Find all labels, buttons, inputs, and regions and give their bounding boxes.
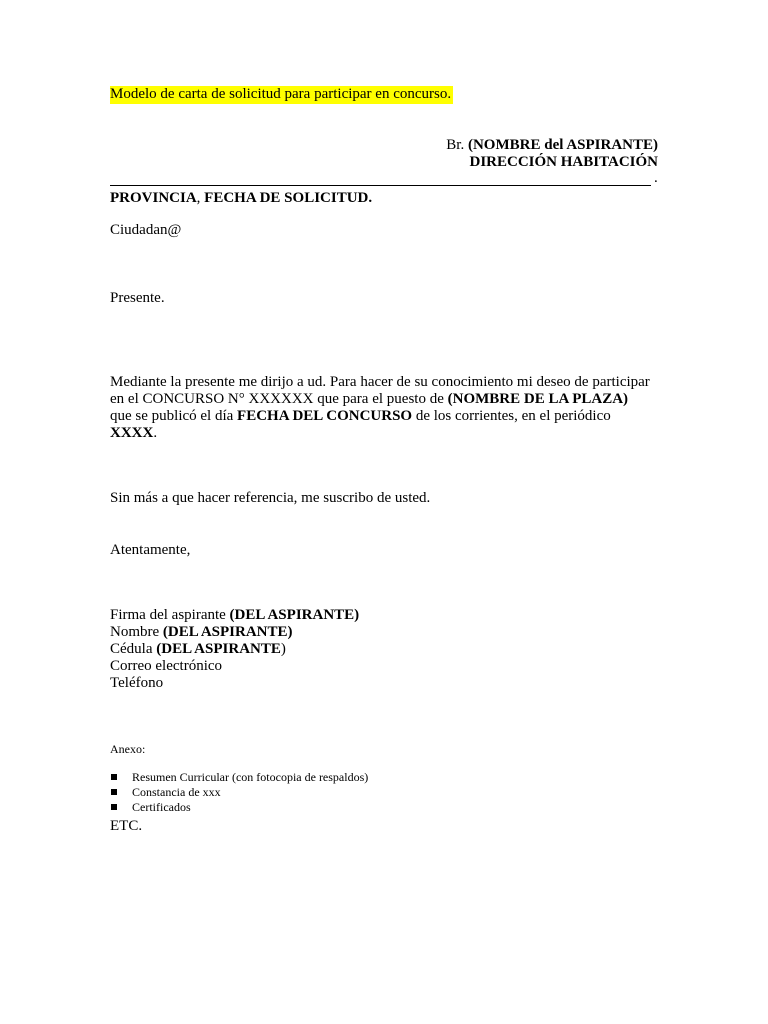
square-bullet-icon: [111, 804, 117, 810]
document-heading: Modelo de carta de solicitud para participar en concurso.: [110, 86, 452, 102]
place-and-date: [110, 190, 372, 207]
province: PROVINCIA: [110, 190, 197, 206]
cedula-value: (DEL ASPIRANTE: [156, 641, 281, 657]
firma-value: (DEL ASPIRANTE): [229, 607, 360, 623]
signature-correo: Correo electrónico: [110, 658, 223, 674]
contest-date: FECHA DEL CONCURSO: [237, 408, 413, 424]
letter-body: [110, 374, 650, 442]
signature-firma: [110, 607, 359, 624]
presente-line: Presente.: [110, 290, 165, 306]
annex-item-label: Constancia de xxx: [132, 785, 221, 799]
signature-telefono: Teléfono: [110, 675, 164, 691]
sender-prefix: Br.: [446, 137, 468, 153]
cedula-close: ): [280, 641, 286, 657]
salutation: Ciudadan@: [110, 222, 182, 238]
annex-item: [110, 785, 368, 800]
body-text-2: que se publicó el día: [110, 408, 238, 424]
annex-item: [110, 770, 368, 785]
newspaper-name: XXXX: [110, 425, 154, 441]
cedula-label: Cédula: [110, 641, 157, 657]
square-bullet-icon: [111, 774, 117, 780]
position-name: (NOMBRE DE LA PLAZA): [447, 391, 629, 407]
signature-nombre: [110, 624, 359, 641]
annex-etc: ETC.: [110, 818, 143, 834]
sender-name: (NOMBRE del ASPIRANTE): [467, 137, 658, 153]
sender-name-line: [446, 137, 658, 154]
place-date-separator: ,: [196, 190, 205, 206]
nombre-label: Nombre: [110, 624, 163, 640]
annex-list: [110, 770, 368, 815]
body-text-4: .: [153, 425, 158, 441]
signature-block: [110, 607, 359, 692]
annex-item-label: Certificados: [132, 800, 191, 814]
nombre-value: (DEL ASPIRANTE): [162, 624, 293, 640]
annex-item: [110, 800, 368, 815]
body-text-1: Mediante la presente me dirijo a ud. Para hacer de su conocimiento mi deseo de participar en el CONCURSO N° XXXXXX que para el puesto de: [110, 374, 650, 407]
sender-address: DIRECCIÓN HABITACIÓN: [469, 154, 658, 170]
address-divider: [110, 185, 651, 186]
firma-label: Firma del aspirante: [110, 607, 230, 623]
signature-cedula: [110, 641, 359, 658]
square-bullet-icon: [111, 789, 117, 795]
annex-item-label: Resumen Curricular (con fotocopia de respaldos): [132, 770, 369, 784]
request-date: FECHA DE SOLICITUD.: [204, 190, 373, 206]
regards: Atentamente,: [110, 542, 191, 558]
body-text-3: de los corrientes, en el periódico: [412, 408, 611, 424]
address-rule-end: .: [654, 170, 658, 186]
annex-label: Anexo:: [110, 742, 146, 756]
closing-sentence: Sin más a que hacer referencia, me suscribo de usted.: [110, 490, 431, 506]
